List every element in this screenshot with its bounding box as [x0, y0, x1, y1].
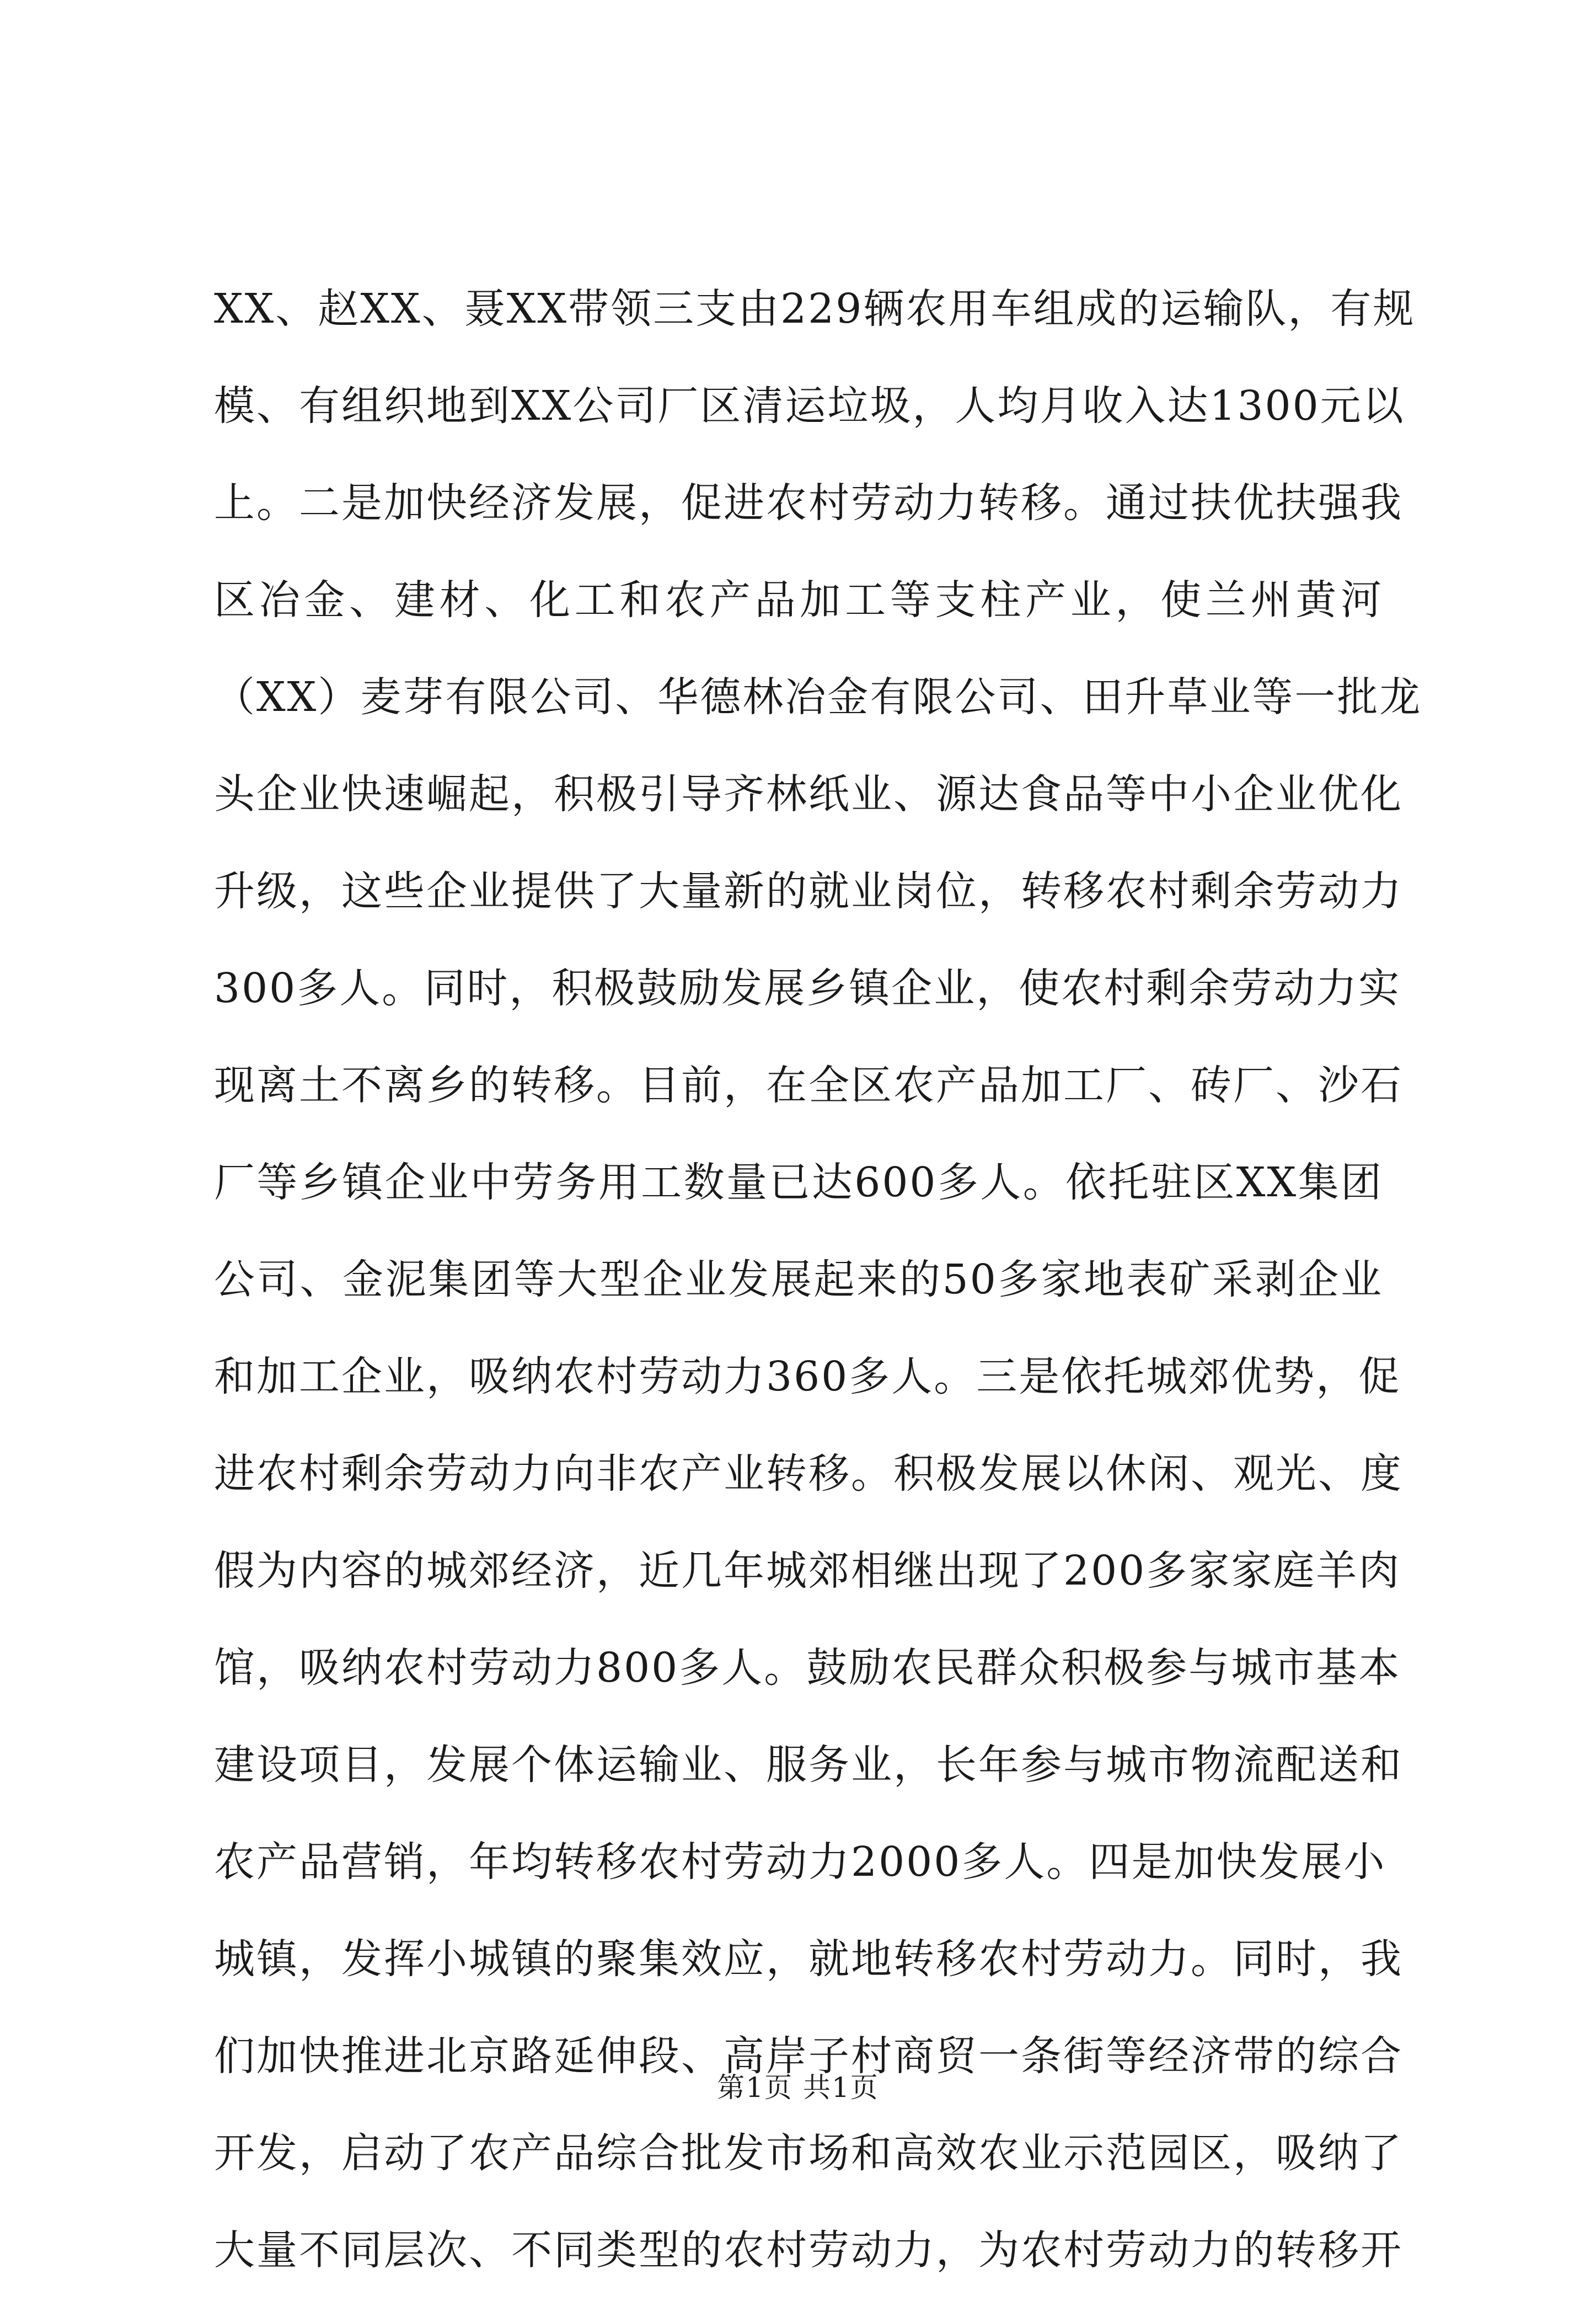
text-line: 农产品营销，年均转移农村劳动力2000多人。四是加快发展小	[214, 1838, 1386, 1886]
page-footer: 第1页 共1页	[717, 2072, 879, 2104]
text-line: 头企业快速崛起，积极引导齐林纸业、源达食品等中小企业优化	[214, 770, 1403, 818]
text-line: 进农村剩余劳动力向非农产业转移。积极发展以休闲、观光、度	[214, 1450, 1403, 1497]
text-line: 厂等乡镇企业中劳务用工数量已达600多人。依托驻区XX集团	[214, 1159, 1383, 1206]
text-line: 假为内容的城郊经济，近几年城郊相继出现了200多家家庭羊肉	[214, 1547, 1401, 1594]
text-line: 模、有组织地到XX公司厂区清运垃圾，人均月收入达1300元以	[214, 382, 1405, 430]
text-line: 大量不同层次、不同类型的农村劳动力，为农村劳动力的转移开	[214, 2227, 1403, 2274]
text-line: 现离土不离乡的转移。目前，在全区农产品加工厂、砖厂、沙石	[214, 1062, 1403, 1109]
text-line: 300多人。同时，积极鼓励发展乡镇企业，使农村剩余劳动力实	[214, 965, 1401, 1012]
text-line: 区冶金、建材、化工和农产品加工等支柱产业，使兰州黄河	[214, 576, 1383, 624]
text-line: 开发，启动了农产品综合批发市场和高效农业示范园区，吸纳了	[214, 2129, 1403, 2177]
text-line: 们加快推进北京路延伸段、高岸子村商贸一条街等经济带的综合	[214, 2032, 1403, 2080]
body-text	[214, 279, 1422, 2317]
text-line: 馆，吸纳农村劳动力800多人。鼓励农民群众积极参与城市基本	[214, 1644, 1401, 1692]
text-line: 建设项目，发展个体运输业、服务业，长年参与城市物流配送和	[214, 1741, 1403, 1789]
text-line: 城镇，发挥小城镇的聚集效应，就地转移农村劳动力。同时，我	[214, 1935, 1403, 1983]
text-line: 上。二是加快经济发展，促进农村劳动力转移。通过扶优扶强我	[214, 479, 1403, 527]
text-line: （XX）麦芽有限公司、华德林冶金有限公司、田升草业等一批龙	[214, 673, 1422, 721]
text-line: 和加工企业，吸纳农村劳动力360多人。三是依托城郊优势，促	[214, 1353, 1401, 1400]
text-line: XX、赵XX、聂XX带领三支由229辆农用车组成的运输队，有规	[214, 285, 1416, 333]
text-line: 公司、金泥集团等大型企业发展起来的50多家地表矿采剥企业	[214, 1256, 1383, 1303]
text-line: 升级，这些企业提供了大量新的就业岗位，转移农村剩余劳动力	[214, 868, 1403, 915]
